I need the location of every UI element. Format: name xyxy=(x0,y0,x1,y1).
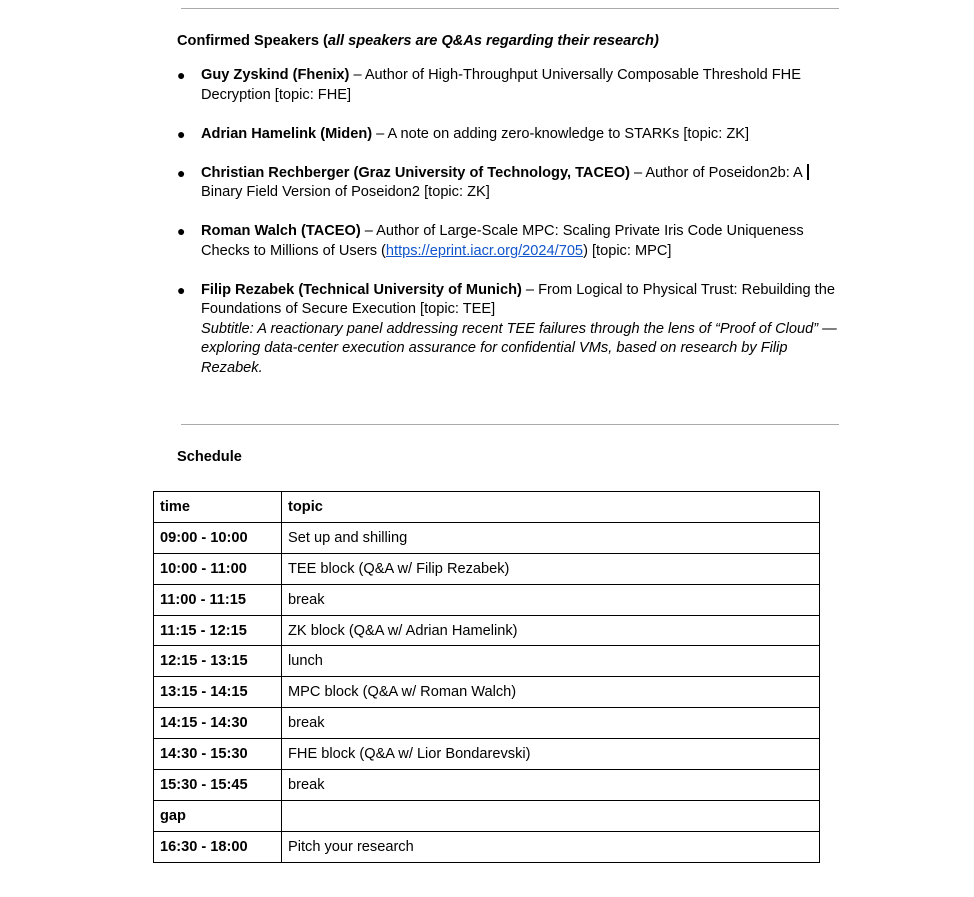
topic-cell: MPC block (Q&A w/ Roman Walch) xyxy=(282,677,820,708)
schedule-table xyxy=(153,491,820,863)
bullet-icon: ● xyxy=(177,223,186,239)
text-cursor xyxy=(807,164,809,180)
speaker-description-tail: ) [topic: MPC] xyxy=(583,242,672,259)
speaker-subtitle: Subtitle: A reactionary panel addressing recent TEE failures through the lens of “Proof of Cloud” — exploring data-center execution assurance for confidential VMs, based on research by Filip Rezabek. xyxy=(201,320,837,376)
speaker-separator: – xyxy=(521,281,539,298)
speaker-name: Adrian Hamelink (Miden) xyxy=(201,125,373,142)
time-cell: 11:15 - 12:15 xyxy=(154,615,282,646)
table-row xyxy=(154,553,820,584)
bullet-icon: ● xyxy=(177,281,186,298)
speaker-list xyxy=(177,66,849,398)
topic-cell xyxy=(282,800,820,831)
speaker-separator: – xyxy=(349,67,365,83)
topic-cell: lunch xyxy=(282,646,820,677)
speaker-name: Christian Rechberger (Graz University of Technology, TACEO) xyxy=(201,164,630,181)
table-row xyxy=(154,646,820,677)
topic-cell: break xyxy=(282,584,820,615)
time-cell: 14:15 - 14:30 xyxy=(154,708,282,739)
table-header-row xyxy=(154,492,820,523)
speaker-item xyxy=(177,281,849,379)
speaker-name: Roman Walch (TACEO) xyxy=(201,223,361,239)
speaker-description: Author of High-Throughput Universally Composable Threshold FHE Decryption [topic: FHE] xyxy=(201,67,801,103)
column-header-time: time xyxy=(154,492,282,523)
bullet-icon: ● xyxy=(177,164,186,181)
column-header-topic: topic xyxy=(282,492,820,523)
speaker-description: From Logical to Physical Trust: Rebuilding the Foundations of Secure Execution [topic: TEE] xyxy=(201,281,835,317)
speaker-description-part: Binary Field Version of Poseidon2 [topic: ZK] xyxy=(201,184,490,200)
table-row xyxy=(154,739,820,770)
speakers-heading xyxy=(177,33,659,49)
time-cell: gap xyxy=(154,800,282,831)
topic-cell: Pitch your research xyxy=(282,831,820,862)
top-divider xyxy=(181,8,839,9)
table-row xyxy=(154,677,820,708)
table-row xyxy=(154,708,820,739)
speakers-heading-note: all speakers are Q&As regarding their research) xyxy=(327,33,659,49)
speaker-description: A note on adding zero-knowledge to STARKs [topic: ZK] xyxy=(387,125,750,142)
speaker-name: Filip Rezabek (Technical University of Munich) xyxy=(201,281,522,298)
speaker-name: Guy Zyskind (Fhenix) xyxy=(201,67,350,83)
time-cell: 09:00 - 10:00 xyxy=(154,522,282,553)
speaker-item xyxy=(177,125,849,145)
speaker-item xyxy=(177,222,849,261)
time-cell: 13:15 - 14:15 xyxy=(154,677,282,708)
time-cell: 16:30 - 18:00 xyxy=(154,831,282,862)
table-row xyxy=(154,615,820,646)
time-cell: 11:00 - 11:15 xyxy=(154,584,282,615)
schedule-heading: Schedule xyxy=(177,449,242,465)
bullet-icon: ● xyxy=(177,67,186,83)
paper-link[interactable]: https://eprint.iacr.org/2024/705 xyxy=(385,242,584,259)
section-divider xyxy=(181,424,839,425)
speaker-item xyxy=(177,66,849,105)
table-row xyxy=(154,522,820,553)
topic-cell: break xyxy=(282,708,820,739)
speaker-description: Author of Large-Scale MPC: Scaling Private Iris Code Uniqueness Checks to Millions of Users ( xyxy=(201,223,804,259)
topic-cell: Set up and shilling xyxy=(282,522,820,553)
topic-cell: FHE block (Q&A w/ Lior Bondarevski) xyxy=(282,739,820,770)
topic-cell: ZK block (Q&A w/ Adrian Hamelink) xyxy=(282,615,820,646)
table-row xyxy=(154,584,820,615)
speaker-separator: – xyxy=(629,164,646,181)
speakers-heading-prefix: Confirmed Speakers ( xyxy=(177,33,328,49)
speaker-item xyxy=(177,164,849,203)
table-row xyxy=(154,770,820,801)
speaker-description-part: Author of Poseidon2b: A xyxy=(645,164,803,181)
table-row xyxy=(154,800,820,831)
bullet-icon: ● xyxy=(177,125,186,142)
table-row xyxy=(154,831,820,862)
time-cell: 10:00 - 11:00 xyxy=(154,553,282,584)
time-cell: 14:30 - 15:30 xyxy=(154,739,282,770)
topic-cell: break xyxy=(282,770,820,801)
speaker-separator: – xyxy=(372,125,388,142)
time-cell: 15:30 - 15:45 xyxy=(154,770,282,801)
speaker-separator: – xyxy=(360,223,377,239)
time-cell: 12:15 - 13:15 xyxy=(154,646,282,677)
topic-cell: TEE block (Q&A w/ Filip Rezabek) xyxy=(282,553,820,584)
